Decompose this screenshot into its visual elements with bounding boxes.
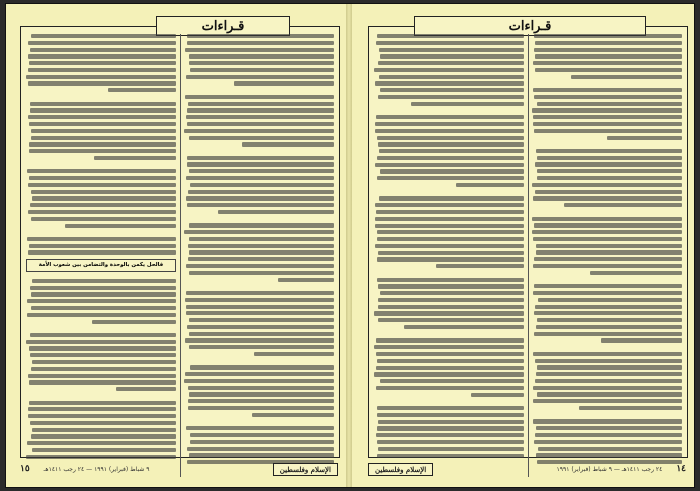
- text-line: [32, 428, 176, 432]
- text-line: [536, 426, 682, 430]
- text-line: [456, 183, 524, 187]
- left-page-number: ١٥: [20, 464, 30, 474]
- text-line: [29, 346, 176, 350]
- text-line: [534, 332, 682, 336]
- text-line: [186, 311, 334, 315]
- text-line: [187, 203, 334, 207]
- text-line: [376, 366, 524, 370]
- text-line: [29, 142, 176, 146]
- text-line: [537, 169, 682, 173]
- text-line: [379, 149, 524, 153]
- text-line: [31, 367, 176, 371]
- text-line: [535, 433, 682, 437]
- paragraph-break: [374, 190, 524, 194]
- paragraph-break: [374, 271, 524, 275]
- text-line: [380, 379, 524, 383]
- text-line: [377, 136, 524, 140]
- text-line: [537, 318, 682, 322]
- text-line: [375, 163, 525, 167]
- page-gutter: [346, 4, 352, 487]
- text-line: [533, 291, 682, 295]
- text-line: [94, 156, 176, 160]
- text-line: [28, 68, 176, 72]
- text-line: [534, 34, 682, 38]
- magazine-spread: [6, 4, 694, 487]
- text-line: [404, 325, 524, 329]
- text-line: [188, 406, 334, 410]
- text-line: [376, 115, 524, 119]
- text-line: [538, 298, 682, 302]
- left-page: [6, 4, 344, 487]
- right-page-column-divider: [528, 34, 529, 477]
- text-line: [234, 81, 334, 85]
- text-line: [536, 250, 682, 254]
- text-line: [379, 196, 524, 200]
- text-line: [186, 196, 334, 200]
- text-line: [375, 217, 524, 221]
- text-line: [188, 102, 334, 106]
- text-line: [436, 264, 524, 268]
- text-line: [534, 223, 682, 227]
- text-line: [376, 433, 524, 437]
- text-line: [571, 75, 682, 79]
- right-page: [354, 4, 692, 487]
- left-page-issue-line: ٩ شباط (فبراير) ١٩٩١ — ٢٤ رجب ١٤١١هـ: [43, 465, 150, 473]
- text-line: [534, 440, 682, 444]
- text-line: [31, 190, 176, 194]
- text-line: [535, 162, 682, 166]
- text-line: [375, 122, 524, 126]
- text-line: [28, 407, 176, 411]
- text-line: [533, 196, 682, 200]
- paragraph-break: [26, 326, 176, 330]
- text-line: [374, 372, 524, 376]
- text-line: [375, 203, 524, 207]
- text-line: [92, 320, 176, 324]
- text-line: [189, 237, 334, 241]
- text-line: [31, 434, 176, 438]
- paragraph-break: [374, 399, 524, 403]
- text-line: [535, 68, 682, 72]
- text-line: [537, 156, 682, 160]
- text-line: [31, 292, 176, 296]
- text-line: [185, 298, 334, 302]
- text-line: [186, 75, 334, 79]
- text-line: [30, 333, 176, 337]
- left-page-column-2: [184, 34, 334, 479]
- text-line: [30, 421, 176, 425]
- text-line: [32, 279, 176, 283]
- text-line: [535, 305, 682, 309]
- text-line: [380, 291, 524, 295]
- text-line: [29, 61, 176, 65]
- text-line: [187, 156, 334, 160]
- text-line: [411, 102, 524, 106]
- text-line: [534, 257, 682, 261]
- text-line: [377, 230, 524, 234]
- text-line: [189, 169, 334, 173]
- text-line: [184, 230, 334, 234]
- text-line: [534, 48, 682, 52]
- paragraph-break: [26, 394, 176, 398]
- text-line: [374, 68, 524, 72]
- right-page-footer: [368, 462, 686, 476]
- text-line: [375, 129, 524, 133]
- text-line: [377, 176, 524, 180]
- text-line: [534, 311, 682, 315]
- paragraph-break: [532, 142, 682, 146]
- left-page-footer: [20, 462, 338, 476]
- text-line: [190, 365, 334, 369]
- text-line: [31, 34, 176, 38]
- text-line: [534, 284, 682, 288]
- text-line: [533, 237, 682, 241]
- text-line: [30, 286, 176, 290]
- text-line: [532, 217, 682, 221]
- text-line: [536, 372, 682, 376]
- paragraph-break: [532, 345, 682, 349]
- paragraph-break: [26, 230, 176, 234]
- text-line: [378, 305, 524, 309]
- paragraph-break: [532, 81, 682, 85]
- right-page-magazine-name: الإسلام وفلسطين: [368, 463, 433, 476]
- right-page-column-1: [374, 34, 524, 479]
- text-line: [187, 34, 334, 38]
- text-line: [535, 41, 682, 45]
- text-line: [188, 257, 334, 261]
- text-line: [184, 129, 334, 133]
- paragraph-break: [184, 284, 334, 288]
- paragraph-break: [184, 88, 334, 92]
- text-line: [375, 224, 524, 228]
- text-line: [108, 88, 176, 92]
- text-line: [533, 88, 682, 92]
- text-line: [31, 217, 176, 221]
- text-line: [564, 203, 682, 207]
- text-line: [254, 352, 334, 356]
- text-line: [190, 440, 335, 444]
- paragraph-break: [374, 332, 524, 336]
- text-line: [535, 190, 682, 194]
- text-line: [29, 401, 176, 405]
- text-line: [536, 453, 682, 457]
- text-line: [536, 325, 683, 329]
- text-line: [590, 271, 682, 275]
- text-line: [376, 41, 524, 45]
- text-line: [375, 81, 524, 85]
- text-line: [26, 75, 176, 79]
- text-line: [607, 136, 682, 140]
- text-line: [378, 318, 524, 322]
- text-line: [186, 176, 334, 180]
- text-line: [189, 54, 334, 58]
- text-line: [537, 392, 682, 396]
- text-line: [374, 345, 524, 349]
- text-line: [26, 340, 176, 344]
- text-line: [187, 108, 334, 112]
- right-page-issue-line: ٢٤ رجب ١٤١١هـ — ٩ شباط (فبراير) ١٩٩١: [556, 465, 663, 473]
- paragraph-break: [184, 420, 334, 424]
- text-line: [116, 387, 176, 391]
- text-line: [218, 210, 334, 214]
- text-line: [189, 250, 334, 254]
- text-line: [27, 313, 176, 317]
- text-line: [377, 257, 524, 261]
- text-line: [601, 338, 682, 342]
- text-line: [534, 129, 682, 133]
- text-line: [185, 95, 334, 99]
- text-line: [534, 95, 682, 99]
- text-line: [533, 122, 682, 126]
- text-line: [31, 136, 176, 140]
- text-line: [380, 54, 524, 58]
- text-line: [532, 108, 682, 112]
- left-page-section-title: قـراءات: [201, 18, 245, 34]
- text-line: [379, 75, 524, 79]
- text-line: [30, 108, 176, 112]
- text-line: [377, 426, 524, 430]
- text-line: [377, 278, 524, 282]
- text-line: [376, 210, 524, 214]
- text-line: [32, 448, 176, 452]
- text-line: [29, 122, 176, 126]
- text-line: [187, 122, 334, 126]
- text-line: [28, 374, 176, 378]
- text-line: [189, 223, 334, 227]
- text-line: [377, 406, 524, 410]
- text-line: [378, 95, 524, 99]
- text-line: [252, 413, 334, 417]
- text-line: [28, 81, 176, 85]
- text-line: [26, 455, 176, 459]
- text-line: [189, 332, 334, 336]
- text-line: [32, 360, 176, 364]
- text-line: [532, 230, 682, 234]
- text-line: [28, 54, 176, 58]
- right-page-number: ١٤: [676, 464, 686, 474]
- text-line: [189, 392, 334, 396]
- text-line: [27, 169, 176, 173]
- text-line: [186, 291, 334, 295]
- text-line: [29, 380, 176, 384]
- text-line: [378, 284, 524, 288]
- text-line: [30, 48, 176, 52]
- text-line: [537, 102, 682, 106]
- text-line: [377, 454, 524, 458]
- text-line: [65, 224, 177, 228]
- text-line: [189, 453, 334, 457]
- text-line: [188, 190, 334, 194]
- text-line: [187, 41, 334, 45]
- text-line: [378, 251, 524, 255]
- text-line: [278, 278, 334, 282]
- text-line: [533, 264, 682, 268]
- text-line: [378, 142, 524, 146]
- text-line: [29, 176, 176, 180]
- text-line: [30, 353, 176, 357]
- text-line: [533, 115, 682, 119]
- text-line: [189, 136, 334, 140]
- text-line: [189, 271, 334, 275]
- paragraph-break: [532, 413, 682, 417]
- text-line: [28, 210, 176, 214]
- text-line: [30, 102, 177, 106]
- text-line: [377, 359, 524, 363]
- text-line: [29, 244, 176, 248]
- pull-quote: فالحل يكمن بالوحدة والتضامن بين شعوب الأمة: [26, 259, 176, 272]
- left-page-column-1: [26, 34, 176, 479]
- text-line: [376, 352, 524, 356]
- text-line: [532, 183, 682, 187]
- paragraph-break: [532, 210, 682, 214]
- text-line: [185, 48, 334, 52]
- text-line: [376, 386, 524, 390]
- paragraph-break: [184, 217, 334, 221]
- text-line: [190, 183, 334, 187]
- text-line: [32, 196, 176, 200]
- text-line: [187, 325, 334, 329]
- text-line: [376, 338, 524, 342]
- paragraph-break: [26, 163, 176, 167]
- text-line: [378, 420, 524, 424]
- text-line: [27, 237, 176, 241]
- text-line: [27, 299, 176, 303]
- text-line: [28, 115, 176, 119]
- text-line: [378, 61, 524, 65]
- text-line: [377, 413, 524, 417]
- text-line: [190, 68, 334, 72]
- text-line: [31, 129, 176, 133]
- text-line: [375, 244, 524, 248]
- text-line: [533, 352, 682, 356]
- text-line: [186, 426, 334, 430]
- left-page-column-divider: [180, 34, 181, 477]
- text-line: [377, 34, 524, 38]
- text-line: [29, 149, 176, 153]
- right-page-section-title: قـراءات: [508, 18, 552, 34]
- text-line: [380, 169, 524, 173]
- text-line: [538, 447, 682, 451]
- text-line: [535, 379, 682, 383]
- text-line: [28, 250, 176, 254]
- right-page-banner: [414, 16, 646, 36]
- text-line: [471, 393, 524, 397]
- text-line: [187, 162, 334, 166]
- text-line: [186, 305, 334, 309]
- text-line: [30, 203, 176, 207]
- text-line: [185, 372, 334, 376]
- text-line: [190, 433, 334, 437]
- text-line: [533, 386, 682, 390]
- text-line: [379, 48, 524, 52]
- text-line: [536, 149, 682, 153]
- text-line: [28, 183, 176, 187]
- text-line: [31, 306, 176, 310]
- text-line: [533, 399, 682, 403]
- text-line: [533, 419, 682, 423]
- text-line: [189, 61, 334, 65]
- text-line: [535, 359, 682, 363]
- paragraph-break: [532, 278, 682, 282]
- text-line: [189, 318, 334, 322]
- text-line: [184, 379, 334, 383]
- text-line: [378, 447, 524, 451]
- text-line: [380, 88, 524, 92]
- text-line: [28, 414, 176, 418]
- right-page-column-2: [532, 34, 682, 479]
- text-line: [188, 399, 334, 403]
- text-line: [188, 386, 334, 390]
- paragraph-break: [374, 109, 524, 113]
- text-line: [374, 311, 524, 315]
- text-line: [378, 298, 524, 302]
- text-line: [189, 345, 334, 349]
- text-line: [186, 115, 334, 119]
- text-line: [377, 156, 524, 160]
- text-line: [377, 440, 524, 444]
- text-line: [187, 447, 334, 451]
- paragraph-break: [184, 149, 334, 153]
- text-line: [242, 142, 334, 146]
- text-line: [533, 61, 682, 65]
- left-page-banner: [156, 16, 290, 36]
- text-line: [28, 41, 176, 45]
- left-page-magazine-name: الإسلام وفلسطين: [273, 463, 338, 476]
- text-line: [188, 244, 334, 248]
- text-line: [535, 54, 682, 58]
- text-line: [186, 264, 334, 268]
- text-line: [536, 244, 682, 248]
- text-line: [377, 237, 524, 241]
- paragraph-break: [26, 95, 176, 99]
- text-line: [537, 176, 682, 180]
- text-line: [185, 338, 334, 342]
- text-line: [579, 406, 682, 410]
- paragraph-break: [184, 359, 334, 363]
- text-line: [537, 365, 682, 369]
- text-line: [27, 441, 176, 445]
